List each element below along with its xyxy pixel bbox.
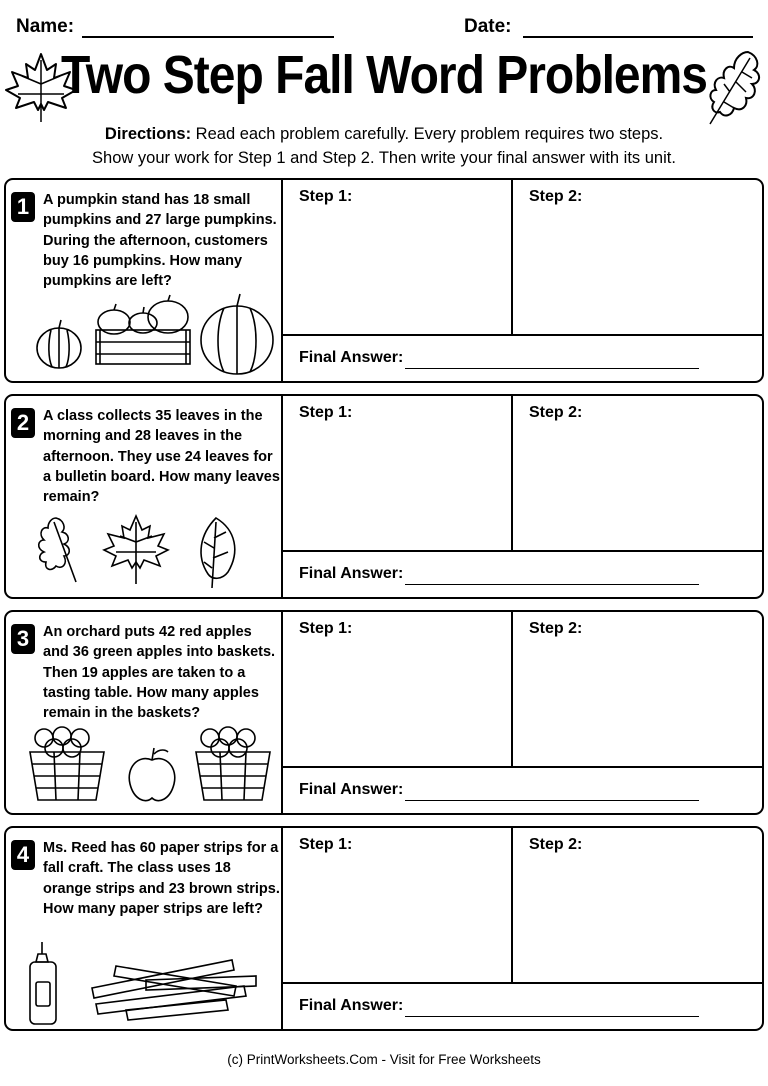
step-1-box[interactable] xyxy=(283,180,513,334)
step-1-label: Step 1: xyxy=(299,404,353,421)
problem-card-2 xyxy=(4,394,764,599)
final-answer-row xyxy=(283,334,762,381)
glue-and-strips-icon xyxy=(26,940,280,1028)
final-answer-row xyxy=(283,766,762,813)
final-answer-field[interactable] xyxy=(405,800,699,801)
problem-text: An orchard puts 42 red apples and 36 green apples into baskets. Then 19 apples are taken to a tasting table. How many apples remain in the baskets? xyxy=(43,624,276,722)
date-field[interactable] xyxy=(523,36,753,38)
final-answer-field[interactable] xyxy=(405,1016,699,1017)
directions-line-2: Show your work for Step 1 and Step 2. Then write your final answer with its unit. xyxy=(92,149,676,167)
problem-number: 4 xyxy=(11,840,35,870)
step-2-label: Step 2: xyxy=(529,836,583,853)
step-1-box[interactable] xyxy=(283,612,513,766)
apples-icon xyxy=(26,724,280,812)
problem-card-4 xyxy=(4,826,764,1031)
step-2-label: Step 2: xyxy=(529,188,583,205)
final-answer-field[interactable] xyxy=(405,584,699,585)
final-answer-row xyxy=(283,550,762,597)
problem-card-1 xyxy=(4,178,764,383)
name-field[interactable] xyxy=(82,36,334,38)
name-label: Name: xyxy=(16,16,75,37)
date-label: Date: xyxy=(464,16,512,37)
step-1-label: Step 1: xyxy=(299,620,353,637)
problem-text: A pumpkin stand has 18 small pumpkins and 27 large pumpkins. During the afternoon, customers buy 16 pumpkins. How many pumpkins are left? xyxy=(43,192,277,290)
work-area xyxy=(281,612,762,813)
footer: (c) PrintWorksheets.Com - Visit for Free Worksheets xyxy=(227,1052,541,1067)
leaves-icon xyxy=(26,508,280,596)
final-answer-label: Final Answer: xyxy=(299,565,404,582)
work-area xyxy=(281,396,762,597)
step-1-box[interactable] xyxy=(283,396,513,550)
final-answer-label: Final Answer: xyxy=(299,349,404,366)
problem-number: 1 xyxy=(11,192,35,222)
final-answer-label: Final Answer: xyxy=(299,997,404,1014)
step-1-label: Step 1: xyxy=(299,188,353,205)
problem-text: A class collects 35 leaves in the morning and 28 leaves in the afternoon. They use 24 leaves for a bulletin board. How many leaves remain? xyxy=(43,408,280,506)
directions-label: Directions: xyxy=(104,125,192,143)
problem-number: 3 xyxy=(11,624,35,654)
problem-number: 2 xyxy=(11,408,35,438)
final-answer-label: Final Answer: xyxy=(299,781,404,798)
header xyxy=(16,14,754,44)
directions-line-1: Read each problem carefully. Every problem requires two steps. xyxy=(191,125,664,143)
step-2-label: Step 2: xyxy=(529,404,583,421)
step-2-box[interactable] xyxy=(513,828,762,982)
step-2-box[interactable] xyxy=(513,396,762,550)
problem-card-3 xyxy=(4,610,764,815)
step-2-box[interactable] xyxy=(513,180,762,334)
step-2-label: Step 2: xyxy=(529,620,583,637)
pumpkins-icon xyxy=(26,292,280,380)
step-1-label: Step 1: xyxy=(299,836,353,853)
final-answer-field[interactable] xyxy=(405,368,699,369)
problem-text: Ms. Reed has 60 paper strips for a fall craft. The class uses 18 orange strips and 23 brown strips. How many paper strips are left? xyxy=(43,840,280,917)
directions xyxy=(0,122,768,170)
step-1-box[interactable] xyxy=(283,828,513,982)
work-area xyxy=(281,828,762,1029)
step-2-box[interactable] xyxy=(513,612,762,766)
work-area xyxy=(281,180,762,381)
final-answer-row xyxy=(283,982,762,1029)
page-title: Two Step Fall Word Problems xyxy=(61,45,707,106)
